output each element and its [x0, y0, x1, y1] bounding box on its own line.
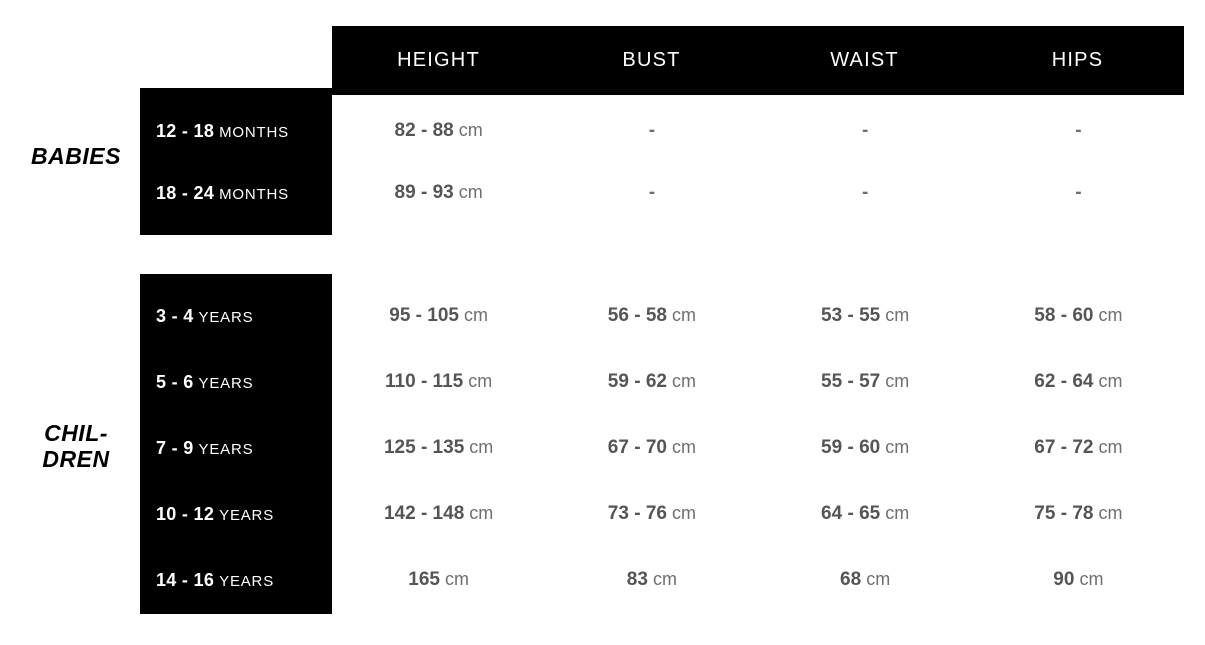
cell-height: [332, 305, 545, 327]
size-range: 3 - 4: [156, 305, 194, 326]
cell-height: [332, 437, 545, 459]
cell-waist: [759, 371, 972, 393]
size-unit: YEARS: [198, 374, 254, 392]
table-row: [140, 415, 1185, 481]
size-cell: [140, 504, 332, 525]
cell-height-unit: cm: [458, 120, 483, 140]
table-row: [140, 547, 1185, 613]
cell-bust: [545, 120, 758, 142]
size-cell: [140, 121, 332, 142]
cell-height-value: 110 - 115: [385, 371, 464, 392]
size-cell: [140, 438, 332, 459]
group-label-babies: BABIES: [31, 143, 121, 169]
cell-waist: [759, 569, 972, 591]
cell-height-value: 142 - 148: [383, 503, 465, 524]
table-header: [332, 26, 1184, 95]
cell-hips-value: 58 - 60: [1034, 305, 1094, 326]
cell-height-unit: cm: [469, 437, 494, 457]
cell-height-value: 82 - 88: [394, 120, 454, 141]
cell-bust: [545, 305, 758, 327]
cell-height-value: 89 - 93: [394, 182, 454, 203]
cell-waist: [759, 305, 972, 327]
cell-hips: [972, 120, 1185, 142]
cell-hips: [972, 569, 1185, 591]
cell-waist-value: -: [861, 182, 869, 203]
column-header-bust: BUST: [622, 49, 681, 71]
cell-waist-value: 68: [840, 569, 862, 590]
size-unit: MONTHS: [219, 123, 289, 141]
size-unit: MONTHS: [219, 185, 289, 203]
size-unit: YEARS: [198, 308, 254, 326]
cell-height-unit: cm: [469, 503, 494, 523]
cell-hips-value: 90: [1053, 569, 1075, 590]
cell-waist: [759, 120, 972, 142]
cell-hips-unit: cm: [1098, 371, 1123, 391]
cell-bust: [545, 569, 758, 591]
cell-hips: [972, 305, 1185, 327]
cell-height: [332, 503, 545, 525]
cell-bust-unit: cm: [652, 569, 677, 589]
cell-bust: [545, 371, 758, 393]
cell-height-value: 165: [408, 569, 440, 590]
cell-waist: [759, 503, 972, 525]
cell-hips-value: 62 - 64: [1034, 371, 1094, 392]
cell-bust-value: 56 - 58: [607, 305, 667, 326]
size-cell: [140, 570, 332, 591]
cell-bust: [545, 503, 758, 525]
cell-bust: [545, 437, 758, 459]
table-row: [140, 283, 1185, 349]
cell-waist-unit: cm: [885, 305, 910, 325]
cell-waist-value: 59 - 60: [821, 437, 881, 458]
cell-height-unit: cm: [468, 371, 493, 391]
cell-waist: [759, 437, 972, 459]
cell-waist: [759, 182, 972, 204]
cell-hips: [972, 182, 1185, 204]
cell-bust-unit: cm: [671, 503, 696, 523]
size-cell: [140, 372, 332, 393]
cell-hips-unit: cm: [1098, 437, 1123, 457]
group-label-children-line2: DREN: [42, 446, 110, 473]
cell-bust-value: 59 - 62: [607, 371, 667, 392]
cell-hips: [972, 371, 1185, 393]
size-range: 7 - 9: [156, 437, 194, 458]
size-range: 12 - 18: [156, 120, 215, 141]
cell-hips: [972, 437, 1185, 459]
cell-waist-value: 64 - 65: [821, 503, 881, 524]
cell-hips-unit: cm: [1079, 569, 1104, 589]
cell-height-unit: cm: [444, 569, 469, 589]
size-range: 5 - 6: [156, 371, 194, 392]
size-cell: [140, 306, 332, 327]
cell-height-unit: cm: [463, 305, 488, 325]
table-row: [140, 100, 1185, 162]
cell-bust-value: -: [648, 120, 656, 141]
cell-waist-unit: cm: [885, 503, 910, 523]
cell-height: [332, 569, 545, 591]
size-range: 10 - 12: [156, 503, 215, 524]
group-label-children: [12, 420, 140, 473]
cell-waist-value: 55 - 57: [821, 371, 881, 392]
cell-hips-unit: cm: [1098, 503, 1123, 523]
cell-waist-unit: cm: [866, 569, 891, 589]
cell-hips-value: 75 - 78: [1034, 503, 1094, 524]
cell-waist-unit: cm: [885, 371, 910, 391]
size-range: 18 - 24: [156, 182, 215, 203]
cell-hips-value: -: [1075, 182, 1082, 203]
cell-bust: [545, 182, 758, 204]
table-row: [140, 349, 1185, 415]
size-unit: YEARS: [198, 440, 254, 458]
cell-bust-value: -: [648, 182, 656, 203]
cell-waist-value: 53 - 55: [821, 305, 881, 326]
size-range: 14 - 16: [156, 569, 215, 590]
cell-bust-unit: cm: [671, 437, 696, 457]
cell-height-value: 125 - 135: [383, 437, 465, 458]
cell-bust-value: 67 - 70: [607, 437, 667, 458]
cell-waist-value: -: [861, 120, 869, 141]
cell-hips-value: 67 - 72: [1034, 437, 1094, 458]
size-cell: [140, 183, 332, 204]
table-row: [140, 162, 1185, 224]
cell-bust-unit: cm: [671, 371, 696, 391]
cell-hips: [972, 503, 1185, 525]
cell-bust-value: 73 - 76: [607, 503, 667, 524]
column-header-waist: WAIST: [830, 49, 899, 71]
size-unit: YEARS: [219, 572, 274, 590]
cell-height: [332, 182, 545, 204]
size-unit: YEARS: [219, 506, 274, 524]
cell-hips-unit: cm: [1098, 305, 1123, 325]
cell-bust-value: 83: [626, 569, 648, 590]
cell-height-unit: cm: [458, 182, 483, 202]
cell-height: [332, 120, 545, 142]
column-header-hips: HIPS: [1051, 49, 1104, 71]
column-header-height: HEIGHT: [397, 49, 480, 71]
cell-height: [332, 371, 545, 393]
cell-bust-unit: cm: [671, 305, 696, 325]
cell-height-value: 95 - 105: [389, 305, 459, 326]
table-row: [140, 481, 1185, 547]
cell-waist-unit: cm: [885, 437, 910, 457]
cell-hips-value: -: [1075, 120, 1082, 141]
group-label-children-line1: CHIL-: [44, 420, 108, 446]
